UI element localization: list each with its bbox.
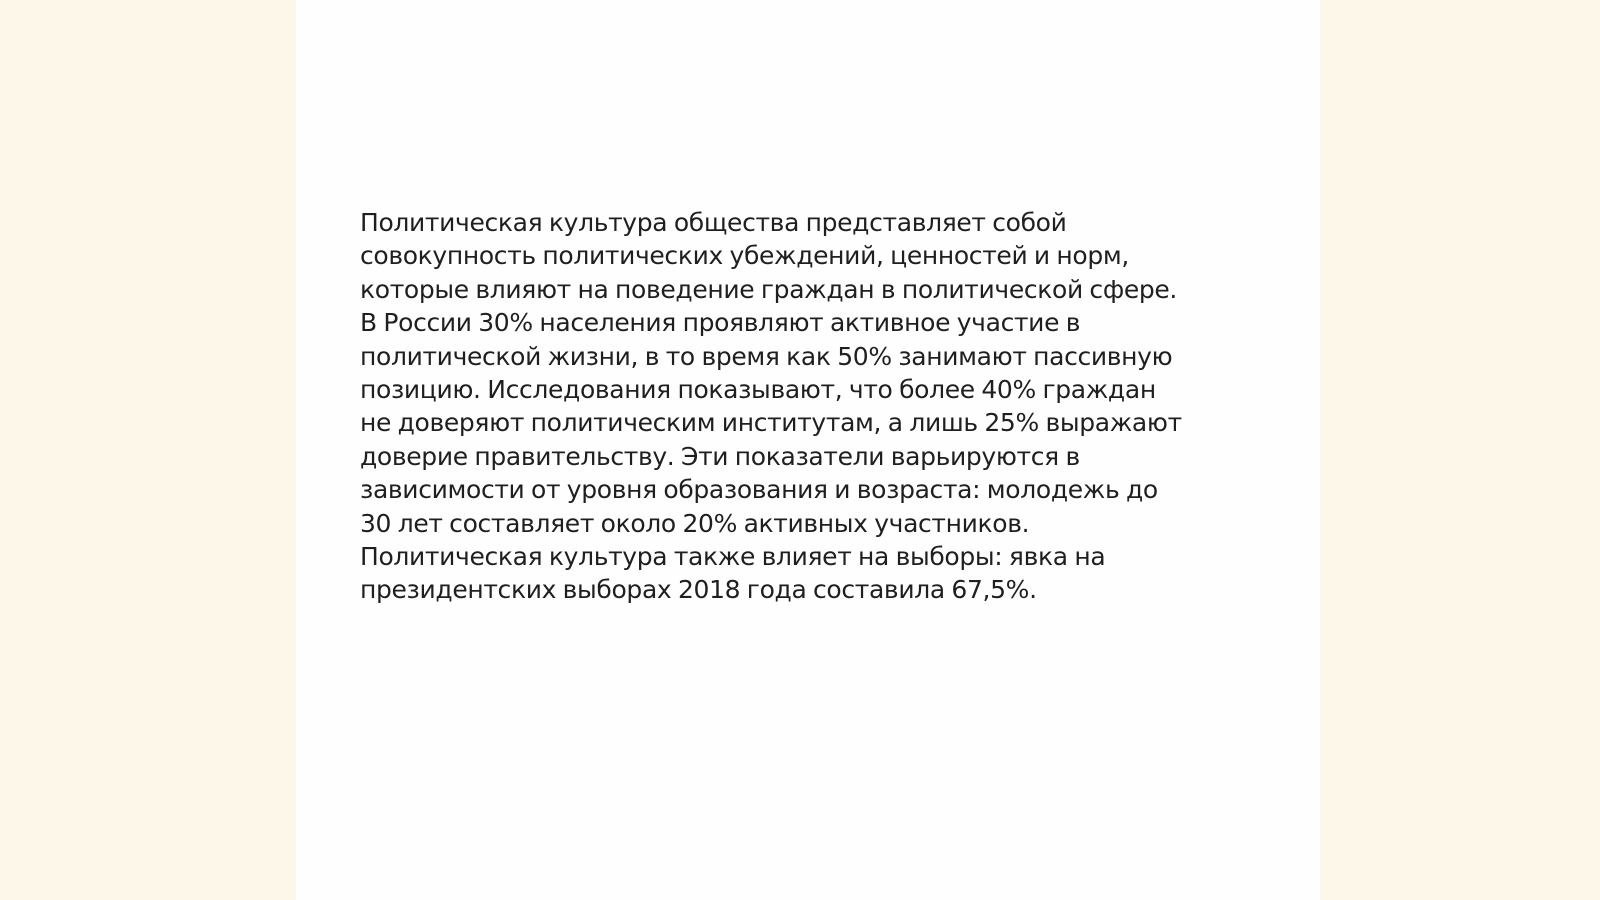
text-line: Политическая культура общества представляет собой xyxy=(360,208,1067,237)
text-line: Политическая культура также влияет на выборы: явка на xyxy=(360,542,1106,572)
text-line: В России 30% населения проявляют активное участие в xyxy=(360,308,1081,338)
text-line: президентских выборах 2018 года составила 67,5%. xyxy=(360,575,1037,605)
text-line: не доверяют политическим институтам, а лишь 25% выражают xyxy=(360,408,1182,438)
text-line: зависимости от уровня образования и возраста: молодежь до xyxy=(360,475,1158,505)
slide-page xyxy=(296,0,1320,900)
slide-body-text xyxy=(360,206,1240,607)
text-line: позицию. Исследования показывают, что более 40% граждан xyxy=(360,375,1156,405)
text-line: которые влияют на поведение граждан в политической сфере. xyxy=(360,274,1178,304)
left-margin-panel xyxy=(0,0,296,900)
text-line: 30 лет составляет около 20% активных участников. xyxy=(360,508,1030,538)
text-line: совокупность политических убеждений, ценностей и норм, xyxy=(360,241,1129,271)
right-margin-panel xyxy=(1304,0,1600,900)
text-line: доверие правительству. Эти показатели варьируются в xyxy=(360,441,1080,471)
text-line: политической жизни, в то время как 50% занимают пассивную xyxy=(360,341,1173,371)
